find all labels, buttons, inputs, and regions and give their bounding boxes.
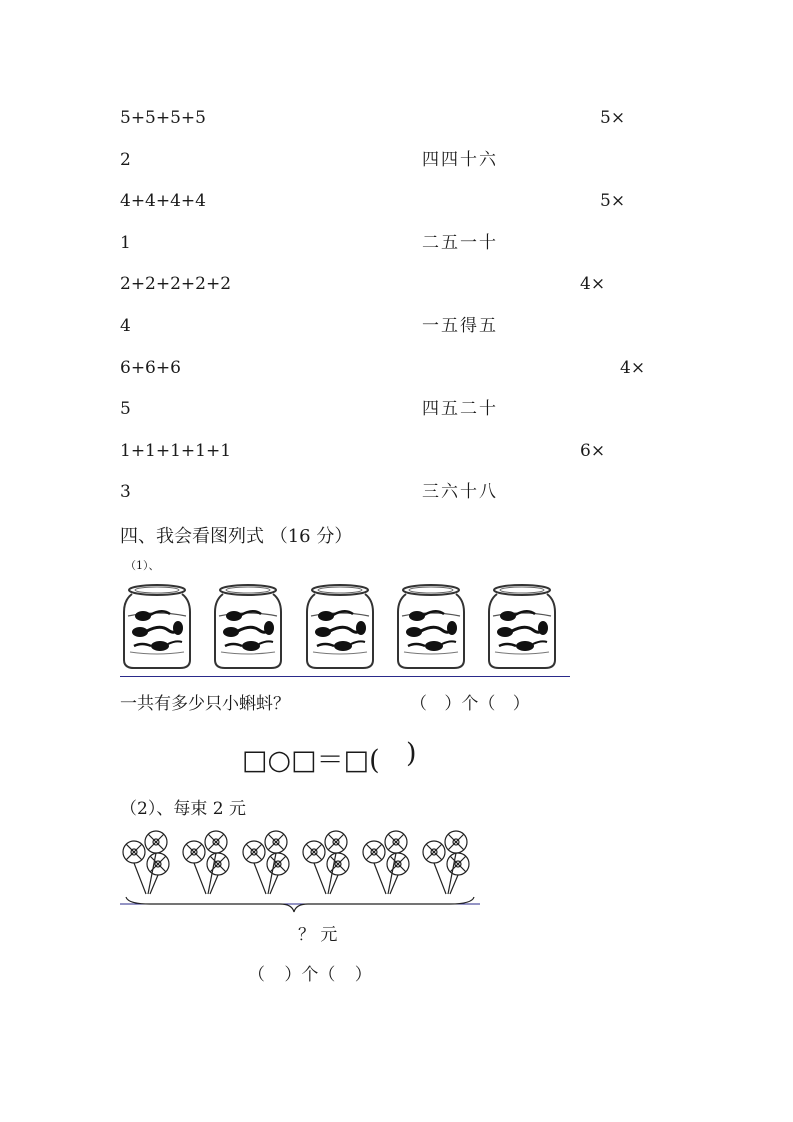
flower-bunch-icon bbox=[360, 830, 412, 898]
section-title: 四、我会看图列式 （16 分） bbox=[120, 526, 353, 547]
row-3-right: 5× bbox=[600, 191, 626, 211]
q1-question: 一共有多少只小蝌蚪？ bbox=[120, 694, 290, 714]
row-7-right: 4× bbox=[620, 358, 646, 378]
q1-underline bbox=[120, 676, 570, 677]
row-1-left: 5+5+5+5 bbox=[120, 108, 206, 128]
row-7-left: 6+6+6 bbox=[120, 358, 181, 378]
row-6-left: 4 bbox=[120, 316, 131, 336]
row-1-right: 5× bbox=[600, 108, 626, 128]
row-3-left: 4+4+4+4 bbox=[120, 191, 206, 211]
q1-label: （1）、 bbox=[125, 559, 160, 572]
flower-bunch-icon bbox=[180, 830, 232, 898]
tadpole-jar-icon bbox=[303, 582, 377, 670]
row-9-left: 1+1+1+1+1 bbox=[120, 441, 232, 461]
q1-equation-end: ) bbox=[406, 738, 417, 769]
brace-icon bbox=[120, 896, 482, 916]
flower-bunch-icon bbox=[300, 830, 352, 898]
tadpole-jar-icon bbox=[211, 582, 285, 670]
row-8-mid: 四五二十 bbox=[422, 399, 498, 419]
tadpole-jar-icon bbox=[485, 582, 559, 670]
row-10-left: 3 bbox=[120, 482, 131, 502]
row-6-mid: 一五得五 bbox=[422, 316, 498, 336]
row-8-left: 5 bbox=[120, 399, 131, 419]
flower-bunch-icon bbox=[240, 830, 292, 898]
q1-answer: （ ）个（ ） bbox=[410, 694, 530, 714]
row-4-left: 1 bbox=[120, 233, 131, 253]
flower-bunch-icon bbox=[420, 830, 472, 898]
row-2-mid: 四四十六 bbox=[422, 150, 498, 170]
q2-answer: （ ）个（ ） bbox=[248, 965, 372, 985]
row-10-mid: 三六十八 bbox=[422, 482, 498, 502]
row-4-mid: 二五一十 bbox=[422, 233, 498, 253]
row-2-left: 2 bbox=[120, 150, 131, 170]
flower-bunch-icon bbox=[120, 830, 172, 898]
row-5-left: 2+2+2+2+2 bbox=[120, 274, 232, 294]
row-9-right: 6× bbox=[580, 441, 606, 461]
q2-label: （2）、每束 2 元 bbox=[120, 799, 246, 819]
tadpole-jar-icon bbox=[120, 582, 194, 670]
q2-question: ？ 元 bbox=[298, 925, 338, 945]
row-5-right: 4× bbox=[580, 274, 606, 294]
q1-equation: □○□＝□( bbox=[242, 745, 380, 776]
tadpole-jar-icon bbox=[394, 582, 468, 670]
